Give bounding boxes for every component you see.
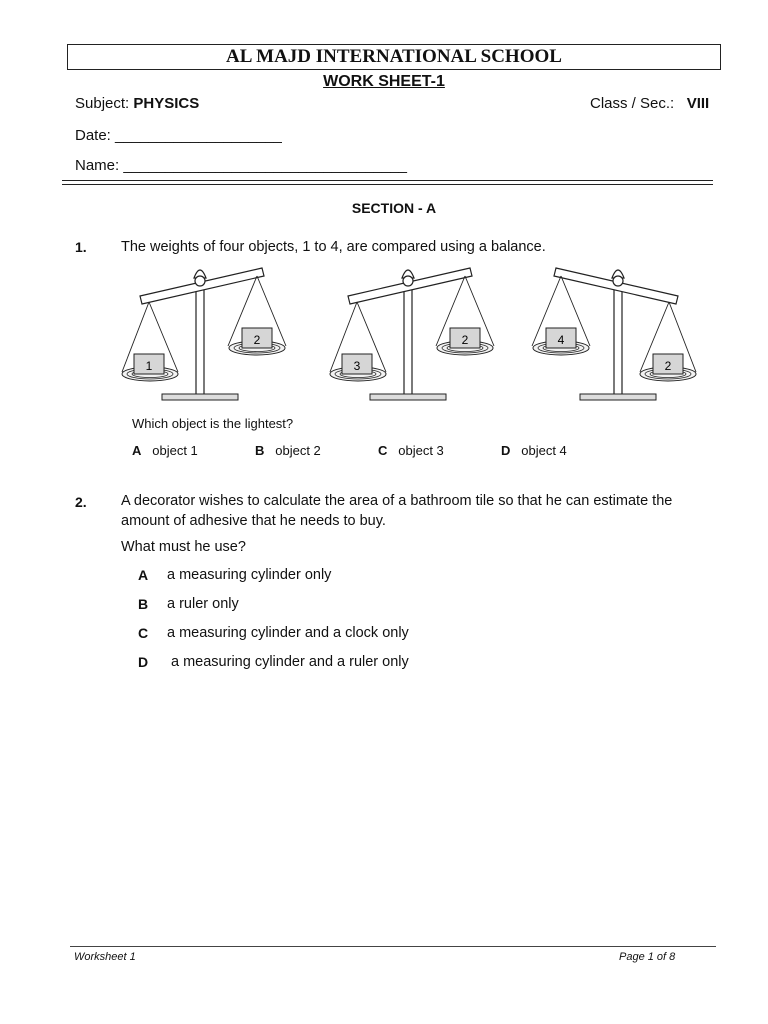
balance-2 bbox=[330, 268, 494, 400]
worksheet-title-text: WORK SHEET-1 bbox=[323, 73, 445, 90]
balance-2-left-label: 3 bbox=[353, 359, 361, 373]
object-2-box bbox=[450, 328, 480, 348]
q2-option-d-letter: D bbox=[138, 654, 149, 670]
q1-option-a-letter: A bbox=[132, 443, 142, 458]
worksheet-title bbox=[0, 73, 768, 91]
q1-text: The weights of four objects, 1 to 4, are compared using a balance. bbox=[121, 239, 546, 255]
q1-option-b[interactable] bbox=[255, 443, 321, 458]
footer-left: Worksheet 1 bbox=[74, 951, 136, 963]
q1-option-d[interactable] bbox=[501, 443, 567, 458]
class-line bbox=[590, 95, 709, 112]
balance-1 bbox=[122, 268, 286, 400]
q2-option-a-letter: A bbox=[138, 567, 149, 583]
q2-option-d[interactable] bbox=[138, 654, 409, 672]
balance-1-right-label: 2 bbox=[253, 333, 261, 347]
q1-option-b-letter: B bbox=[255, 443, 265, 458]
q2-option-b-text: a ruler only bbox=[167, 596, 239, 612]
q1-option-c-letter: C bbox=[378, 443, 388, 458]
q2-option-b-letter: B bbox=[138, 596, 149, 612]
header-divider-bottom bbox=[62, 184, 713, 185]
subject-label: Subject: bbox=[75, 95, 134, 112]
balance-3-right-label: 2 bbox=[664, 359, 672, 373]
q2-option-c-text: a measuring cylinder and a clock only bbox=[167, 625, 409, 641]
q1-number: 1. bbox=[75, 239, 87, 255]
q1-option-b-text: object 2 bbox=[275, 443, 321, 458]
class-label: Class / Sec.: bbox=[590, 95, 675, 112]
object-3-box bbox=[342, 354, 372, 374]
balance-1-left-label: 1 bbox=[145, 359, 153, 373]
q2-option-c-letter: C bbox=[138, 625, 149, 641]
balance-3-left-label: 4 bbox=[557, 333, 565, 347]
school-name: AL MAJD INTERNATIONAL SCHOOL bbox=[67, 44, 721, 70]
header-divider-top bbox=[62, 180, 713, 181]
name-field[interactable]: Name: __________________________________ bbox=[75, 157, 407, 174]
q1-option-c[interactable] bbox=[378, 443, 444, 458]
q2-option-a-text: a measuring cylinder only bbox=[167, 567, 332, 583]
section-heading: SECTION - A bbox=[351, 200, 437, 216]
q2-option-a[interactable] bbox=[138, 567, 332, 585]
q2-prompt: What must he use? bbox=[121, 539, 246, 555]
q2-option-d-text: a measuring cylinder and a ruler only bbox=[171, 654, 409, 670]
date-field[interactable]: Date: ____________________ bbox=[75, 127, 282, 144]
object-4-box bbox=[546, 328, 576, 348]
subject-value: PHYSICS bbox=[133, 95, 200, 112]
subject-line bbox=[75, 95, 199, 112]
q2-text-line2: amount of adhesive that he needs to buy. bbox=[121, 513, 386, 529]
object-2-box bbox=[242, 328, 272, 348]
q1-option-c-text: object 3 bbox=[398, 443, 444, 458]
balance-2-right-label: 2 bbox=[461, 333, 469, 347]
object-2-box bbox=[653, 354, 683, 374]
balance-3 bbox=[532, 268, 696, 400]
q1-figure-prompt: Which object is the lightest? bbox=[132, 416, 294, 431]
q2-option-c[interactable] bbox=[138, 625, 409, 643]
q2-number: 2. bbox=[75, 494, 87, 510]
class-value: VIII bbox=[686, 95, 710, 112]
footer-divider bbox=[70, 946, 716, 947]
object-1-box bbox=[134, 354, 164, 374]
footer-page-number: Page 1 of 8 bbox=[619, 951, 676, 963]
q1-option-a[interactable] bbox=[132, 443, 198, 458]
q1-option-d-text: object 4 bbox=[521, 443, 567, 458]
q1-option-d-letter: D bbox=[501, 443, 511, 458]
q1-option-a-text: object 1 bbox=[152, 443, 198, 458]
q2-text-line1: A decorator wishes to calculate the area of a bathroom tile so that he can estimate the bbox=[121, 493, 673, 509]
q2-option-b[interactable] bbox=[138, 596, 239, 614]
